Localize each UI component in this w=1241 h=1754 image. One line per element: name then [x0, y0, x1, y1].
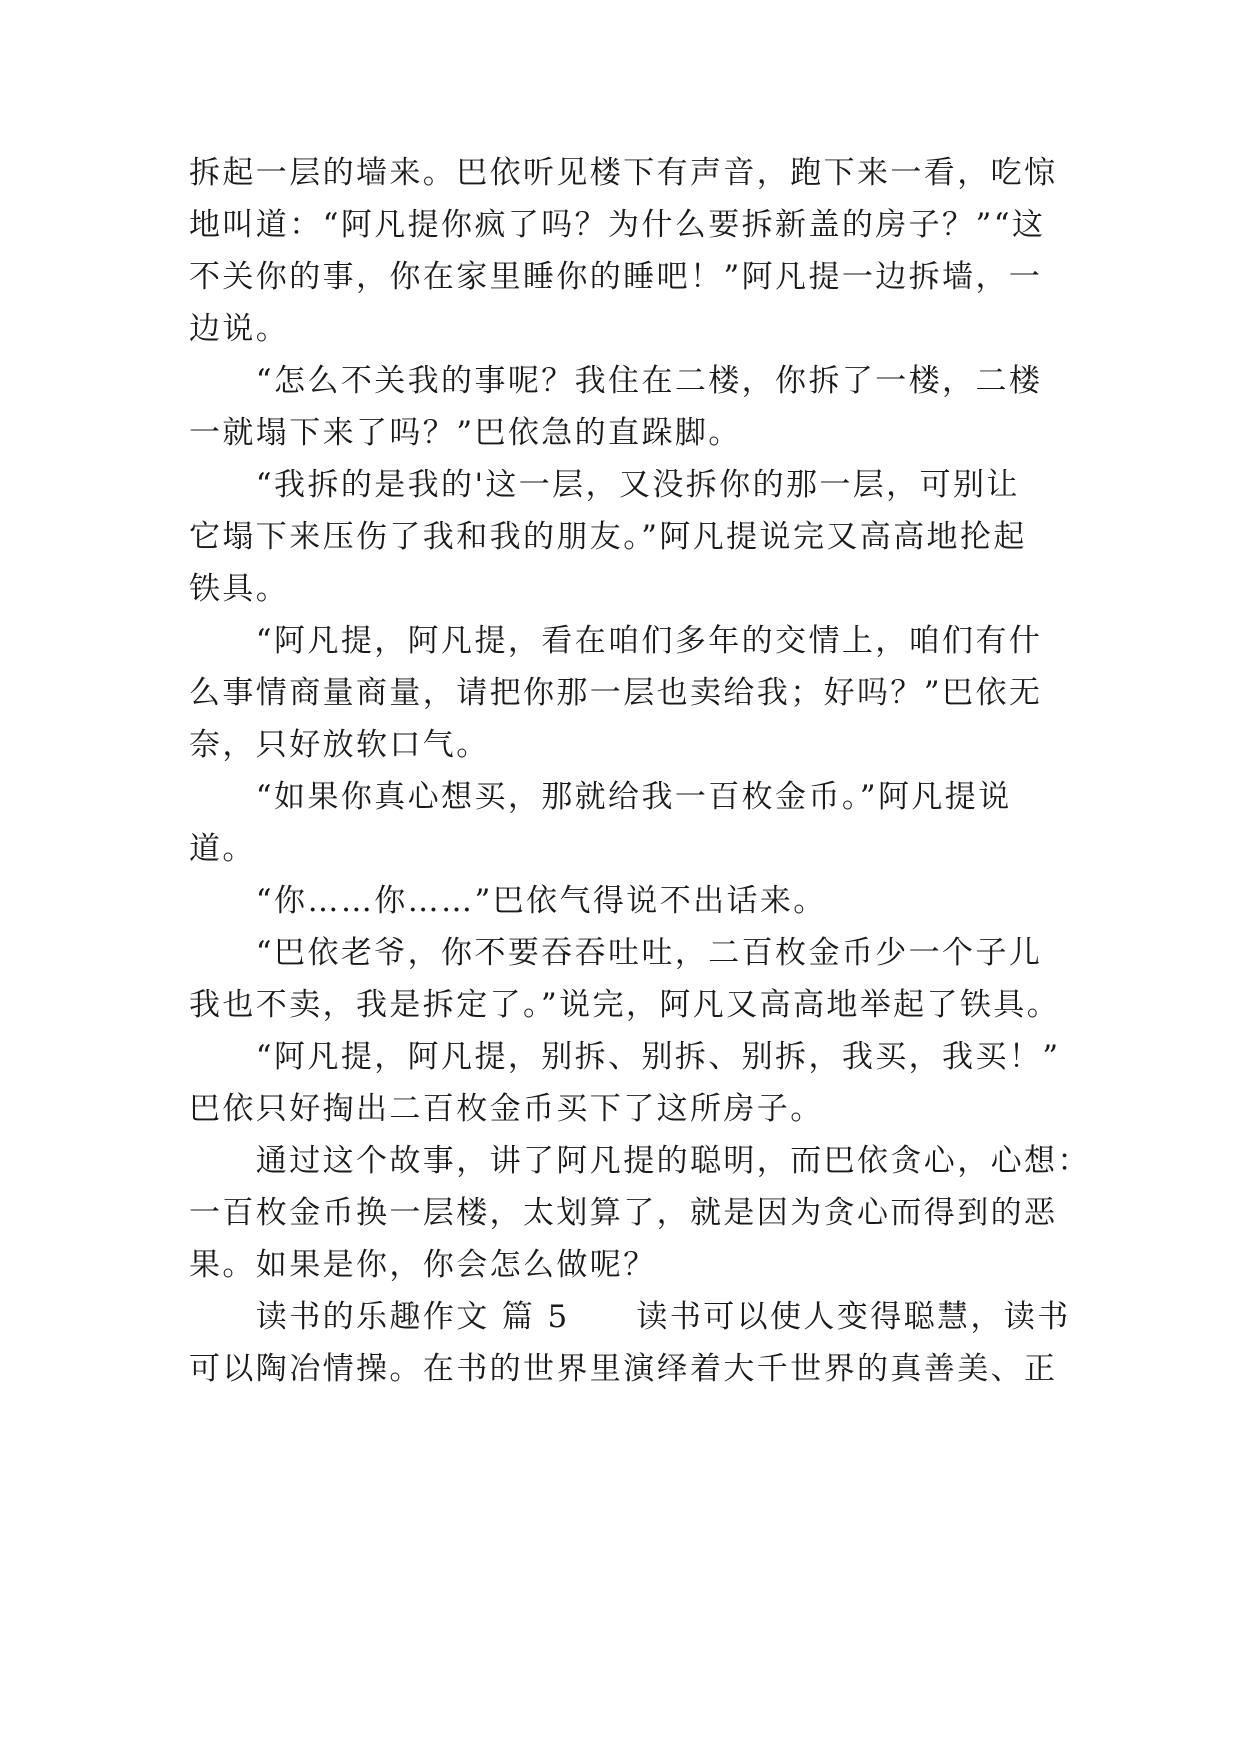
text-line: 它塌下来压伤了我和我的朋友。”阿凡提说完又高高地抡起	[189, 519, 1027, 555]
text-line: 一百枚金币换一层楼，太划算了，就是因为贪心而得到的恶	[189, 1195, 1058, 1231]
text-line: “阿凡提，阿凡提，看在咱们多年的交情上，咱们有什	[189, 623, 1043, 659]
text-line: 一就塌下来了吗？”巴依急的直跺脚。	[189, 415, 742, 451]
text-line: 么事情商量商量，请把你那一层也卖给我；好吗？”巴依无	[189, 675, 1043, 711]
text-line: “我拆的是我的'这一层，又没拆你的那一层，可别让	[189, 467, 1020, 503]
text-line: 拆起一层的墙来。巴依听见楼下有声音，跑下来一看，吃惊	[189, 155, 1058, 191]
text-line: “怎么不关我的事呢？我住在二楼，你拆了一楼，二楼	[189, 363, 1043, 399]
text-line: 通过这个故事，讲了阿凡提的聪明，而巴依贪心，心想：	[189, 1143, 1091, 1179]
text-line: “如果你真心想买，那就给我一百枚金币。”阿凡提说	[189, 779, 1012, 815]
text-line: 地叫道：“阿凡提你疯了吗？为什么要拆新盖的房子？”“这	[189, 207, 1046, 243]
text-line: 道。	[189, 831, 256, 867]
text-line: 可以陶冶情操。在书的世界里演绎着大千世界的真善美、正	[189, 1351, 1058, 1387]
text-line: 果。如果是你，你会怎么做呢？	[189, 1247, 657, 1283]
text-line: “阿凡提，阿凡提，别拆、别拆、别拆，我买，我买！”	[189, 1039, 1061, 1075]
text-line: 铁具。	[189, 571, 290, 607]
text-line: 不关你的事，你在家里睡你的睡吧！”阿凡提一边拆墙，一	[189, 259, 1043, 295]
text-line: 奈，只好放软口气。	[189, 727, 490, 763]
text-line: “你……你……”巴依气得说不出话来。	[189, 883, 827, 919]
text-line: 读书的乐趣作文 篇 5 读书可以使人变得聪慧，读书	[189, 1299, 1071, 1335]
text-line: 巴依只好掏出二百枚金币买下了这所房子。	[189, 1091, 824, 1127]
text-line: “巴依老爷，你不要吞吞吐吐，二百枚金币少一个子儿	[189, 935, 1043, 971]
text-line: 边说。	[189, 311, 290, 347]
text-line: 我也不卖，我是拆定了。”说完，阿凡又高高地举起了铁具。	[189, 987, 1061, 1023]
